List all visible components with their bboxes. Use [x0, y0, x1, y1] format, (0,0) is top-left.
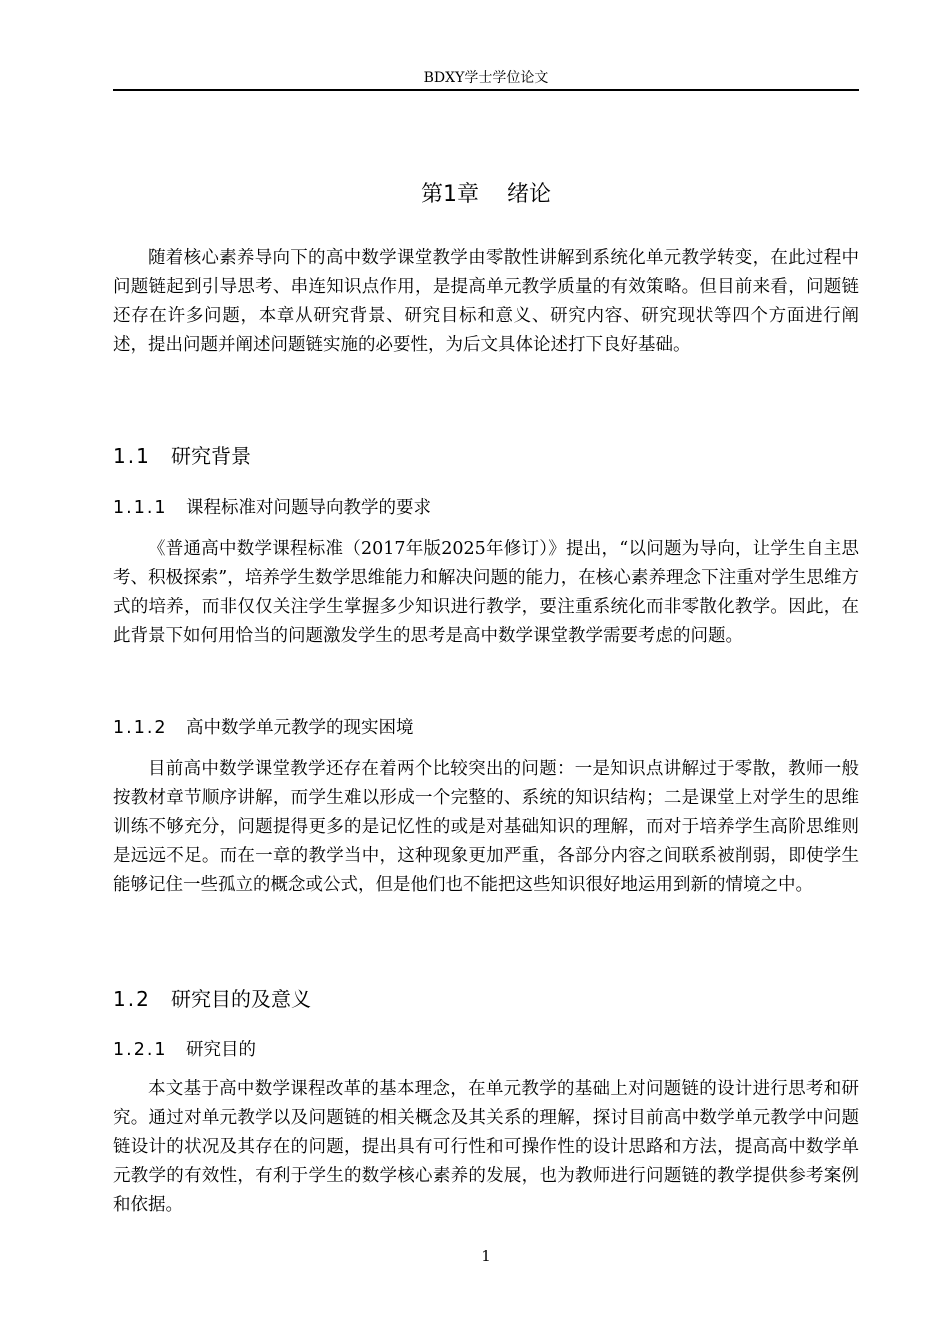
subsection-title: 研究目的 [186, 1040, 256, 1060]
section-number: 1.2 [113, 987, 151, 1011]
section-heading-1-1 [113, 442, 859, 470]
subsection-number: 1.1.2 [113, 718, 168, 738]
paragraph-1-1-2: 目前高中数学课堂教学还存在着两个比较突出的问题：一是知识点讲解过于零散，教师一般按教材章节顺序讲解，而学生难以形成一个完整的、系统的知识结构；二是课堂上对学生的思维训练不够充分，问题提得更多的是记忆性的或是对基础知识的理解，而对于培养学生高阶思维则是远远不足。而在一章的教学当中，这种现象更加严重，各部分内容之间联系被削弱，即使学生能够记住一些孤立的概念或公式，但是他们也不能把这些知识很好地运用到新的情境之中。 [113, 759, 859, 895]
running-header: BDXY学士学位论文 [423, 70, 549, 86]
subsection-number: 1.2.1 [113, 1040, 168, 1060]
page-number: 1 [481, 1247, 491, 1265]
subsection-title: 课程标准对问题导向教学的要求 [186, 498, 431, 518]
subsection-number: 1.1.1 [113, 498, 168, 518]
paragraph-1-1-1: 《普通高中数学课程标准（2017年版2025年修订）》提出，“以问题为导向，让学生自主思考、积极探索”，培养学生数学思维能力和解决问题的能力，在核心素养理念下注重对学生思维方式的培养，而非仅仅关注学生掌握多少知识进行教学，要注重系统化而非零散化教学。因此，在此背景下如何用恰当的问题激发学生的思考是高中数学课堂教学需要考虑的问题。 [113, 539, 859, 646]
section-title: 研究目的及意义 [171, 987, 311, 1011]
subsection-heading-1-2-1 [113, 1037, 859, 1063]
intro-paragraph: 随着核心素养导向下的高中数学课堂教学由零散性讲解到系统化单元教学转变，在此过程中问题链起到引导思考、串连知识点作用，是提高单元教学质量的有效策略。但目前来看，问题链还存在许多问题，本章从研究背景、研究目标和意义、研究内容、研究现状等四个方面进行阐述，提出问题并阐述问题链实施的必要性，为后文具体论述打下良好基础。 [113, 248, 859, 355]
subsection-heading-1-1-1 [113, 495, 859, 521]
section-title: 研究背景 [171, 444, 251, 468]
section-heading-1-2 [113, 985, 859, 1013]
chapter-title: 第1章 绪论 [421, 182, 551, 207]
header-rule [113, 89, 859, 91]
subsection-heading-1-1-2 [113, 715, 859, 741]
paragraph-1-2-1: 本文基于高中数学课程改革的基本理念，在单元教学的基础上对问题链的设计进行思考和研究。通过对单元教学以及问题链的相关概念及其关系的理解，探讨目前高中数学单元教学中问题链设计的状况及其存在的问题，提出具有可行性和可操作性的设计思路和方法，提高高中数学单元教学的有效性，有利于学生的数学核心素养的发展，也为教师进行问题链的教学提供参考案例和依据。 [113, 1079, 859, 1215]
section-number: 1.1 [113, 444, 151, 468]
subsection-title: 高中数学单元教学的现实困境 [186, 718, 414, 738]
